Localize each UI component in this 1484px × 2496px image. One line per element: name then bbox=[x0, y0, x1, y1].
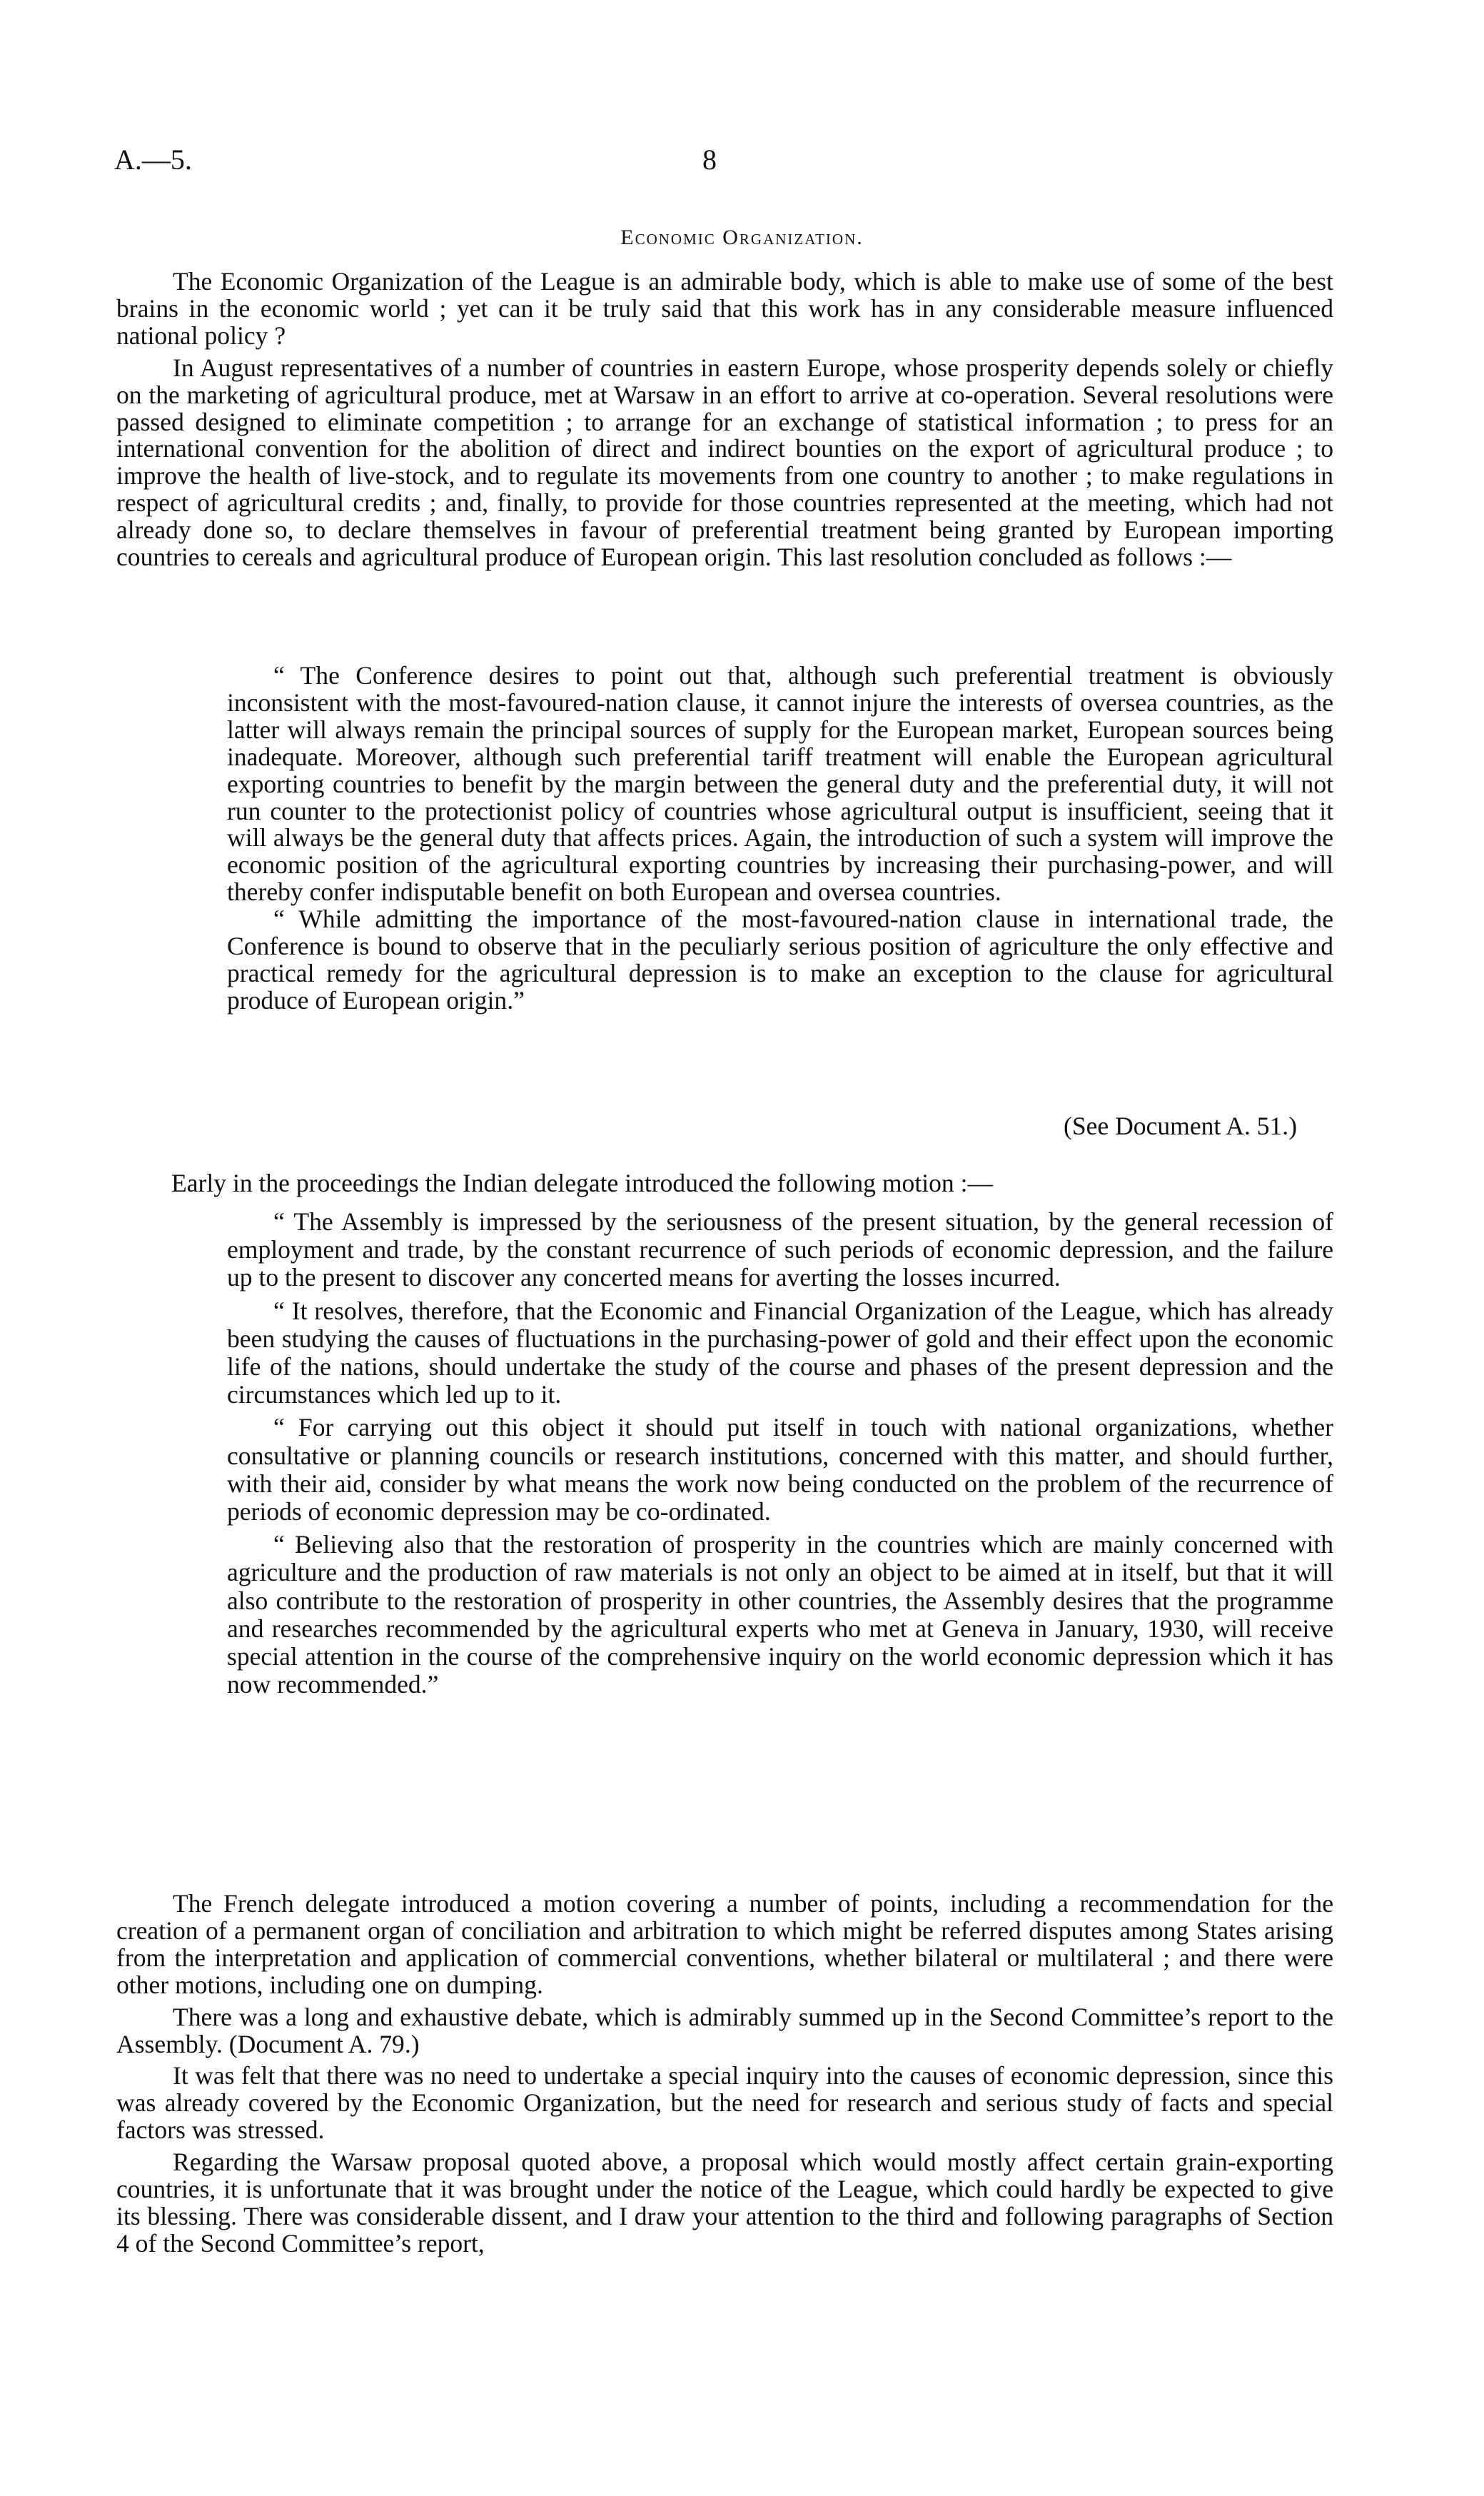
motion-paragraph: “ It resolves, therefore, that the Economic and Financial Organization of the League, which has already been studying the causes of fluctuations in the purchasing-power of gold and their effect upon the economic life of the nations, should undertake the study of the course and phases of the present depression and the circumstances which led up to it. bbox=[227, 1296, 1333, 1409]
section-title: Economic Organization. bbox=[620, 226, 864, 249]
indian-motion-quote bbox=[227, 1208, 1333, 1699]
paragraph-indian-intro: Early in the proceedings the Indian delegate introduced the following motion :— bbox=[171, 1169, 994, 1197]
document-reference: A.—5. bbox=[114, 144, 192, 176]
motion-paragraph: “ For carrying out this object it should put itself in touch with national organizations, whether consultative or planning councils or research institutions, concerned with this matter, and should further, with their aid, consider by what means the work now being conducted on the problem of the recurrence of periods of economic depression may be co-ordinated. bbox=[227, 1413, 1333, 1526]
paragraph-warsaw-proposal: Regarding the Warsaw proposal quoted above, a proposal which would mostly affect certain grain-exporting countries, it is unfortunate that it was brought under the notice of the League, which could hardly be expected to give its blessing. There was considerable dissent, and I draw your attention to the third and following paragraphs of Section 4 of the Second Committee’s report, bbox=[116, 2148, 1333, 2258]
paragraph-no-inquiry: It was felt that there was no need to undertake a special inquiry into the causes of economic depression, since this was already covered by the Economic Organization, but the need for research and serious study of facts and special factors was stressed. bbox=[116, 2061, 1333, 2145]
paragraph-french-motion: The French delegate introduced a motion covering a number of points, including a recommendation for the creation of a permanent organ of conciliation and arbitration to which might be referred disputes among States arising from the interpretation and application of commercial conventions, whether bilateral or multilateral ; and there were other motions, including one on dumping. bbox=[116, 1889, 1333, 1999]
closing-paragraphs bbox=[116, 1891, 1333, 2258]
intro-paragraphs bbox=[116, 268, 1333, 571]
paragraph-warsaw-meeting: In August representatives of a number of countries in eastern Europe, whose prosperity depends solely or chiefly on the marketing of agricultural produce, met at Warsaw in an effort to arrive at co-operation. Several resolutions were passed designed to eliminate competition ; to arrange for an exchange of statistical information ; to press for an international convention for the abolition of direct and indirect bounties on the export of agricultural produce ; to improve the health of live-stock, and to regulate its movements from one country to another ; to make regulations in respect of agricultural credits ; and, finally, to provide for those countries represented at the meeting, which had not already done so, to declare themselves in favour of preferential treatment being granted by European importing countries to cereals and agricultural produce of European origin. This last resolution concluded as follows :— bbox=[116, 353, 1333, 572]
quote-paragraph: “ The Conference desires to point out that, although such preferential treatment is obviously inconsistent with the most-favoured-nation clause, it cannot injure the interests of oversea countries, as the latter will always remain the principal sources of supply for the European market, European sources being inadequate. Moreover, although such preferential tariff treatment will enable the European agricultural exporting countries to benefit by the margin between the general duty and the preferential duty, it will not run counter to the protectionist policy of countries whose agricultural output is insufficient, seeing that it will always be the general duty that affects prices. Again, the introduction of such a system will improve the economic position of the agricultural exporting countries by increasing their purchasing-power, and will thereby confer indisputable benefit on both European and oversea countries. bbox=[227, 661, 1333, 907]
paragraph-debate: There was a long and exhaustive debate, which is admirably summed up in the Second Committee’s report to the Assembly. (Document A. 79.) bbox=[116, 2002, 1333, 2058]
quote-paragraph: “ While admitting the importance of the most-favoured-nation clause in international trade, the Conference is bound to observe that in the peculiarly serious position of agriculture the only effective and practical remedy for the agricultural depression is to make an exception to the clause for agricultural produce of European origin.” bbox=[227, 905, 1333, 1015]
paragraph-economic-organization: The Economic Organization of the League is an admirable body, which is able to make use of some of the best brains in the economic world ; yet can it be truly said that this work has in any considerable measure influenced national policy ? bbox=[116, 267, 1333, 350]
document-citation: (See Document A. 51.) bbox=[1064, 1112, 1298, 1140]
motion-paragraph: “ Believing also that the restoration of prosperity in the countries which are mainly concerned with agriculture and the production of raw materials is not only an object to be aimed at in itself, but that it will also contribute to the restoration of prosperity in other countries, the Assembly desires that the programme and researches recommended by the agricultural experts who met at Geneva in January, 1930, will receive special attention in the course of the comprehensive inquiry on the world economic depression which it has now recommended.” bbox=[227, 1530, 1333, 1699]
page-number: 8 bbox=[702, 144, 717, 176]
motion-paragraph: “ The Assembly is impressed by the seriousness of the present situation, by the general recession of employment and trade, by the constant recurrence of such periods of economic depression, and the failure up to the present to discover any concerted means for averting the losses incurred. bbox=[227, 1207, 1333, 1292]
warsaw-resolution-quote bbox=[227, 663, 1333, 1015]
